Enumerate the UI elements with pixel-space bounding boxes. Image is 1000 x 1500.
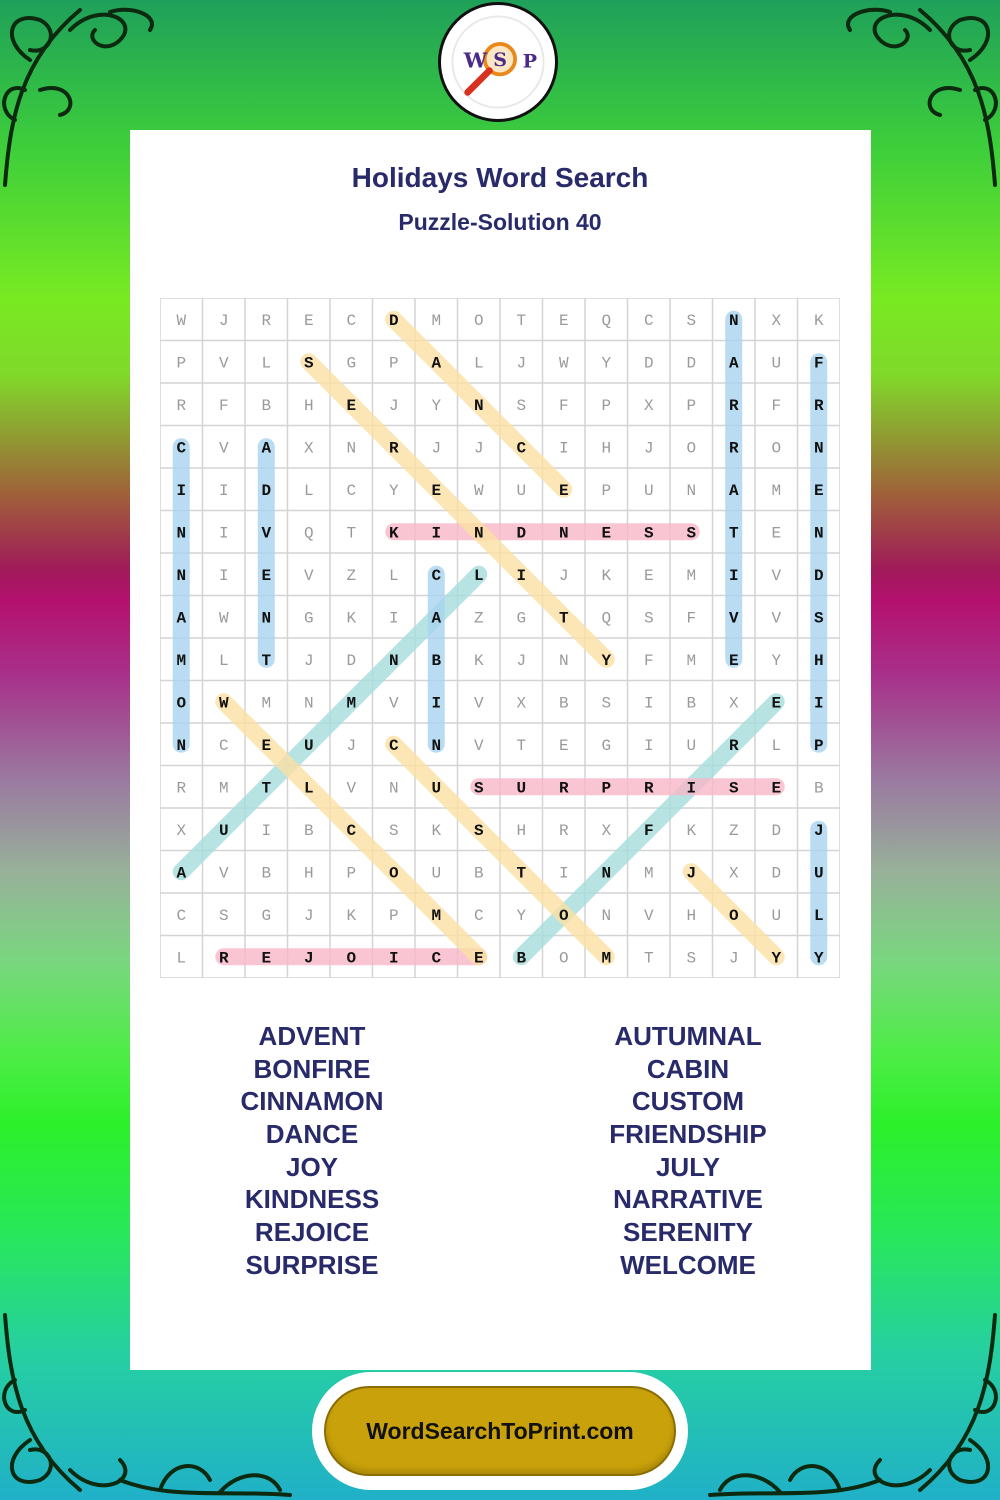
- grid-letter[interactable]: D: [643, 354, 654, 373]
- grid-letter[interactable]: T: [261, 651, 272, 670]
- grid-letter[interactable]: L: [218, 651, 229, 670]
- grid-letter[interactable]: V: [261, 524, 272, 543]
- grid-letter[interactable]: I: [643, 736, 654, 755]
- grid-letter[interactable]: D: [813, 566, 824, 585]
- grid-letter[interactable]: P: [388, 906, 399, 925]
- grid-letter[interactable]: J: [686, 864, 697, 883]
- grid-letter[interactable]: C: [473, 906, 484, 925]
- grid-letter[interactable]: R: [261, 311, 272, 330]
- grid-letter[interactable]: E: [261, 566, 272, 585]
- word-list-item: REJOICE: [254, 1217, 370, 1248]
- grid-letter[interactable]: U: [516, 779, 527, 798]
- grid-letter[interactable]: M: [218, 779, 229, 798]
- grid-letter[interactable]: S: [303, 354, 314, 373]
- grid-letter[interactable]: G: [261, 906, 272, 925]
- grid-letter[interactable]: B: [558, 694, 569, 713]
- grid-letter[interactable]: E: [261, 736, 272, 755]
- grid-letter[interactable]: N: [303, 694, 314, 713]
- grid-letter[interactable]: O: [686, 439, 697, 458]
- grid-letter[interactable]: X: [303, 439, 314, 458]
- word-list-item: FRIENDSHIP: [609, 1119, 767, 1150]
- grid-letter[interactable]: A: [176, 864, 187, 883]
- grid-letter[interactable]: M: [346, 694, 357, 713]
- word-list-item: BONFIRE: [253, 1053, 371, 1084]
- grid-letter[interactable]: N: [601, 906, 612, 925]
- grid-letter[interactable]: N: [813, 439, 824, 458]
- grid-letter[interactable]: F: [643, 651, 654, 670]
- grid-letter[interactable]: F: [643, 821, 654, 840]
- grid-letter[interactable]: O: [771, 439, 782, 458]
- grid-letter[interactable]: Y: [388, 481, 399, 500]
- grid-letter[interactable]: O: [558, 949, 569, 968]
- grid-letter[interactable]: B: [686, 694, 697, 713]
- grid-letter[interactable]: P: [601, 779, 612, 798]
- grid-letter[interactable]: T: [346, 524, 357, 543]
- grid-letter[interactable]: E: [601, 524, 612, 543]
- grid-letter[interactable]: M: [643, 864, 654, 883]
- grid-letter[interactable]: B: [473, 864, 484, 883]
- grid-letter[interactable]: S: [601, 694, 612, 713]
- word-list-left: [162, 1020, 462, 1282]
- grid-letter[interactable]: T: [728, 524, 739, 543]
- grid-letter[interactable]: W: [473, 481, 484, 500]
- grid-letter[interactable]: E: [558, 736, 569, 755]
- grid-letter[interactable]: G: [601, 736, 612, 755]
- grid-letter[interactable]: M: [176, 651, 187, 670]
- word-list-right: [538, 1020, 838, 1282]
- grid-letter[interactable]: J: [303, 906, 314, 925]
- grid-letter[interactable]: U: [431, 779, 442, 798]
- grid-letter[interactable]: C: [516, 439, 527, 458]
- grid-letter[interactable]: J: [431, 439, 442, 458]
- grid-letter[interactable]: V: [346, 779, 357, 798]
- grid-letter[interactable]: U: [303, 736, 314, 755]
- grid-letter[interactable]: J: [643, 439, 654, 458]
- grid-letter[interactable]: L: [303, 779, 314, 798]
- grid-letter[interactable]: J: [473, 439, 484, 458]
- grid-letter[interactable]: E: [558, 311, 569, 330]
- grid-letter[interactable]: C: [643, 311, 654, 330]
- grid-letter[interactable]: A: [261, 439, 272, 458]
- grid-letter[interactable]: Q: [601, 311, 612, 330]
- grid-letter[interactable]: C: [431, 949, 442, 968]
- grid-letter[interactable]: O: [176, 694, 187, 713]
- word-list-item: CINNAMON: [240, 1086, 384, 1117]
- word-list-item: AUTUMNAL: [614, 1021, 762, 1051]
- grid-letter[interactable]: E: [813, 481, 824, 500]
- grid-letter[interactable]: P: [686, 396, 697, 415]
- grid-letter[interactable]: A: [728, 354, 739, 373]
- grid-letter[interactable]: V: [473, 694, 484, 713]
- grid-letter[interactable]: H: [303, 396, 314, 415]
- grid-letter[interactable]: V: [473, 736, 484, 755]
- grid-letter[interactable]: R: [558, 821, 569, 840]
- grid-letter[interactable]: I: [176, 481, 187, 500]
- grid-letter[interactable]: N: [431, 736, 442, 755]
- grid-letter[interactable]: F: [813, 354, 824, 373]
- word-list-item: KINDNESS: [244, 1184, 380, 1215]
- grid-letter[interactable]: N: [176, 566, 187, 585]
- word-search-grid[interactable]: [160, 298, 840, 978]
- grid-letter[interactable]: D: [388, 311, 399, 330]
- grid-letter[interactable]: C: [346, 481, 357, 500]
- grid-letter[interactable]: I: [388, 949, 399, 968]
- grid-letter[interactable]: I: [728, 566, 739, 585]
- grid-letter[interactable]: A: [176, 609, 187, 628]
- word-list-item: JOY: [285, 1151, 339, 1182]
- grid-letter[interactable]: C: [431, 566, 442, 585]
- grid-letter[interactable]: P: [176, 354, 187, 373]
- word-list-item: SERENITY: [622, 1217, 754, 1248]
- grid-letter[interactable]: I: [558, 439, 569, 458]
- grid-letter[interactable]: X: [643, 396, 654, 415]
- grid-letter[interactable]: T: [558, 609, 569, 628]
- grid-letter[interactable]: J: [728, 949, 739, 968]
- grid-letter[interactable]: N: [558, 524, 569, 543]
- grid-letter[interactable]: T: [516, 311, 527, 330]
- grid-letter[interactable]: M: [261, 694, 272, 713]
- grid-letter[interactable]: T: [516, 864, 527, 883]
- grid-letter[interactable]: V: [218, 354, 229, 373]
- grid-letter[interactable]: T: [643, 949, 654, 968]
- grid-letter[interactable]: N: [176, 524, 187, 543]
- grid-letter[interactable]: G: [303, 609, 314, 628]
- word-list-item: NARRATIVE: [613, 1184, 763, 1215]
- page-title: Holidays Word Search: [351, 162, 649, 193]
- grid-letter[interactable]: K: [346, 906, 357, 925]
- grid-letter[interactable]: S: [516, 396, 527, 415]
- grid-letter[interactable]: D: [346, 651, 357, 670]
- grid-letter[interactable]: C: [218, 736, 229, 755]
- grid-letter[interactable]: Y: [601, 651, 612, 670]
- grid-letter[interactable]: I: [218, 524, 229, 543]
- grid-letter[interactable]: P: [601, 481, 612, 500]
- grid-letter[interactable]: N: [728, 311, 739, 330]
- grid-letter[interactable]: S: [686, 524, 697, 543]
- grid-letter[interactable]: J: [388, 396, 399, 415]
- grid-letter[interactable]: N: [813, 524, 824, 543]
- grid-letter[interactable]: W: [176, 311, 187, 330]
- grid-letter[interactable]: R: [218, 949, 229, 968]
- grid-letter[interactable]: Y: [771, 949, 782, 968]
- grid-letter[interactable]: B: [431, 651, 442, 670]
- grid-letter[interactable]: J: [303, 651, 314, 670]
- grid-letter[interactable]: C: [176, 439, 187, 458]
- grid-letter[interactable]: P: [346, 864, 357, 883]
- grid-letter[interactable]: L: [176, 949, 187, 968]
- grid-letter[interactable]: V: [771, 566, 782, 585]
- grid-letter[interactable]: N: [473, 396, 484, 415]
- grid-letter[interactable]: K: [473, 651, 484, 670]
- grid-letter[interactable]: Y: [516, 906, 527, 925]
- grid-letter[interactable]: Z: [346, 566, 357, 585]
- grid-letter[interactable]: C: [346, 311, 357, 330]
- grid-letter[interactable]: H: [303, 864, 314, 883]
- grid-letter[interactable]: L: [813, 906, 824, 925]
- grid-letter[interactable]: R: [728, 736, 739, 755]
- grid-letter[interactable]: I: [813, 694, 824, 713]
- grid-letter[interactable]: J: [218, 311, 229, 330]
- grid-letter[interactable]: U: [643, 481, 654, 500]
- grid-letter[interactable]: Y: [431, 396, 442, 415]
- grid-letter[interactable]: E: [771, 524, 782, 543]
- grid-letter[interactable]: E: [771, 694, 782, 713]
- grid-letter[interactable]: Z: [728, 821, 739, 840]
- grid-letter[interactable]: H: [601, 439, 612, 458]
- grid-letter[interactable]: C: [346, 821, 357, 840]
- word-list-item: DANCE: [265, 1119, 359, 1150]
- grid-canvas: [160, 298, 840, 978]
- grid-letter[interactable]: L: [261, 354, 272, 373]
- grid-letter[interactable]: M: [431, 906, 442, 925]
- grid-letter[interactable]: E: [346, 396, 357, 415]
- wsp-logo[interactable]: [438, 2, 558, 122]
- grid-letter[interactable]: R: [176, 779, 187, 798]
- grid-letter[interactable]: P: [813, 736, 824, 755]
- grid-letter[interactable]: I: [431, 694, 442, 713]
- grid-letter[interactable]: W: [218, 609, 229, 628]
- grid-letter[interactable]: C: [388, 736, 399, 755]
- grid-letter[interactable]: L: [388, 566, 399, 585]
- grid-letter[interactable]: L: [473, 354, 484, 373]
- grid-letter[interactable]: D: [771, 864, 782, 883]
- grid-letter[interactable]: K: [813, 311, 824, 330]
- grid-letter[interactable]: U: [431, 864, 442, 883]
- grid-letter[interactable]: O: [388, 864, 399, 883]
- grid-letter[interactable]: R: [813, 396, 824, 415]
- grid-letter[interactable]: X: [176, 821, 187, 840]
- grid-letter[interactable]: X: [728, 694, 739, 713]
- grid-letter[interactable]: U: [813, 864, 824, 883]
- page-subtitle: Puzzle-Solution 40: [398, 209, 602, 235]
- grid-letter[interactable]: P: [388, 354, 399, 373]
- grid-letter[interactable]: R: [728, 439, 739, 458]
- grid-letter[interactable]: X: [516, 694, 527, 713]
- word-list-item: ADVENT: [258, 1021, 366, 1051]
- grid-letter[interactable]: I: [686, 779, 697, 798]
- grid-letter[interactable]: V: [218, 439, 229, 458]
- site-badge[interactable]: [312, 1372, 688, 1490]
- grid-letter[interactable]: U: [218, 821, 229, 840]
- grid-letter[interactable]: D: [686, 354, 697, 373]
- word-list-item: WELCOME: [620, 1249, 756, 1280]
- grid-letter[interactable]: E: [473, 949, 484, 968]
- grid-letter[interactable]: R: [728, 396, 739, 415]
- grid-letter[interactable]: S: [473, 779, 484, 798]
- grid-letter[interactable]: J: [516, 651, 527, 670]
- grid-letter[interactable]: U: [771, 354, 782, 373]
- grid-letter[interactable]: L: [771, 736, 782, 755]
- grid-letter[interactable]: V: [303, 566, 314, 585]
- grid-letter[interactable]: B: [261, 864, 272, 883]
- grid-letter[interactable]: R: [558, 779, 569, 798]
- grid-letter[interactable]: M: [431, 311, 442, 330]
- grid-letter[interactable]: S: [643, 524, 654, 543]
- word-list-item: SURPRISE: [245, 1249, 379, 1280]
- grid-letter[interactable]: E: [771, 779, 782, 798]
- grid-letter[interactable]: X: [728, 864, 739, 883]
- grid-letter[interactable]: J: [813, 821, 824, 840]
- site-link-label[interactable]: WordSearchToPrint.com: [366, 1417, 634, 1444]
- grid-letter[interactable]: V: [388, 694, 399, 713]
- grid-letter[interactable]: X: [771, 311, 782, 330]
- grid-letter[interactable]: S: [686, 311, 697, 330]
- grid-letter[interactable]: F: [558, 396, 569, 415]
- grid-letter[interactable]: I: [643, 694, 654, 713]
- grid-letter[interactable]: S: [218, 906, 229, 925]
- grid-letter[interactable]: A: [728, 481, 739, 500]
- grid-letter[interactable]: N: [686, 481, 697, 500]
- grid-letter[interactable]: H: [686, 906, 697, 925]
- grid-letter[interactable]: W: [558, 354, 569, 373]
- grid-letter[interactable]: O: [346, 949, 357, 968]
- grid-letter[interactable]: X: [601, 821, 612, 840]
- grid-letter[interactable]: N: [601, 864, 612, 883]
- grid-letter[interactable]: V: [771, 609, 782, 628]
- grid-letter[interactable]: F: [218, 396, 229, 415]
- grid-letter[interactable]: K: [346, 609, 357, 628]
- grid-letter[interactable]: V: [643, 906, 654, 925]
- grid-letter[interactable]: G: [346, 354, 357, 373]
- grid-letter[interactable]: R: [643, 779, 654, 798]
- grid-letter[interactable]: F: [686, 609, 697, 628]
- grid-letter[interactable]: I: [558, 864, 569, 883]
- grid-letter[interactable]: S: [643, 609, 654, 628]
- grid-letter[interactable]: V: [218, 864, 229, 883]
- grid-letter[interactable]: K: [431, 821, 442, 840]
- grid-letter[interactable]: B: [813, 779, 824, 798]
- grid-letter[interactable]: R: [176, 396, 187, 415]
- grid-letter[interactable]: M: [686, 566, 697, 585]
- grid-letter[interactable]: N: [473, 524, 484, 543]
- grid-letter[interactable]: K: [388, 524, 399, 543]
- grid-letter[interactable]: J: [516, 354, 527, 373]
- grid-letter[interactable]: B: [261, 396, 272, 415]
- grid-letter[interactable]: Q: [303, 524, 314, 543]
- grid-letter[interactable]: N: [261, 609, 272, 628]
- grid-letter[interactable]: D: [771, 821, 782, 840]
- site-link-button[interactable]: [324, 1386, 676, 1476]
- grid-letter[interactable]: J: [346, 736, 357, 755]
- grid-letter[interactable]: N: [346, 439, 357, 458]
- grid-letter[interactable]: M: [771, 481, 782, 500]
- grid-letter[interactable]: O: [558, 906, 569, 925]
- grid-letter[interactable]: Q: [601, 609, 612, 628]
- grid-letter[interactable]: V: [728, 609, 739, 628]
- grid-letter[interactable]: U: [771, 906, 782, 925]
- grid-letter[interactable]: I: [261, 821, 272, 840]
- grid-letter[interactable]: E: [643, 566, 654, 585]
- grid-letter[interactable]: B: [516, 949, 527, 968]
- word-list-item: CUSTOM: [631, 1086, 745, 1117]
- grid-letter[interactable]: F: [771, 396, 782, 415]
- grid-letter[interactable]: N: [388, 779, 399, 798]
- grid-letter[interactable]: S: [388, 821, 399, 840]
- grid-letter[interactable]: S: [686, 949, 697, 968]
- grid-letter[interactable]: W: [218, 694, 229, 713]
- grid-letter[interactable]: I: [516, 566, 527, 585]
- grid-letter[interactable]: Z: [473, 609, 484, 628]
- grid-letter[interactable]: I: [431, 524, 442, 543]
- grid-letter[interactable]: P: [601, 396, 612, 415]
- grid-letter[interactable]: J: [558, 566, 569, 585]
- grid-letter[interactable]: D: [261, 481, 272, 500]
- grid-letter[interactable]: T: [261, 779, 272, 798]
- grid-letter[interactable]: E: [303, 311, 314, 330]
- grid-letter[interactable]: E: [558, 481, 569, 500]
- grid-letter[interactable]: N: [388, 651, 399, 670]
- grid-letter[interactable]: E: [431, 481, 442, 500]
- grid-letter[interactable]: U: [686, 736, 697, 755]
- svg-text:W: W: [463, 47, 488, 73]
- grid-letter[interactable]: I: [218, 481, 229, 500]
- grid-letter[interactable]: I: [218, 566, 229, 585]
- grid-letter[interactable]: A: [431, 354, 442, 373]
- grid-letter[interactable]: M: [601, 949, 612, 968]
- svg-text:P: P: [522, 50, 537, 73]
- grid-letter[interactable]: R: [388, 439, 399, 458]
- grid-letter[interactable]: L: [473, 566, 484, 585]
- grid-letter[interactable]: G: [516, 609, 527, 628]
- grid-letter[interactable]: C: [176, 906, 187, 925]
- grid-letter[interactable]: N: [176, 736, 187, 755]
- grid-letter[interactable]: D: [516, 524, 527, 543]
- svg-text:S: S: [493, 48, 507, 71]
- grid-letter[interactable]: K: [686, 821, 697, 840]
- grid-letter[interactable]: Y: [601, 354, 612, 373]
- grid-letter[interactable]: T: [516, 736, 527, 755]
- word-list-item: CABIN: [646, 1053, 730, 1084]
- grid-letter[interactable]: K: [601, 566, 612, 585]
- grid-letter[interactable]: J: [303, 949, 314, 968]
- grid-letter[interactable]: E: [728, 651, 739, 670]
- word-list-item: JULY: [655, 1151, 721, 1182]
- grid-letter[interactable]: S: [473, 821, 484, 840]
- grid-letter[interactable]: B: [303, 821, 314, 840]
- grid-letter[interactable]: O: [728, 906, 739, 925]
- grid-letter[interactable]: Y: [771, 651, 782, 670]
- grid-letter[interactable]: L: [303, 481, 314, 500]
- grid-letter[interactable]: Y: [813, 949, 824, 968]
- grid-letter[interactable]: I: [388, 609, 399, 628]
- grid-letter[interactable]: H: [516, 821, 527, 840]
- grid-letter[interactable]: N: [558, 651, 569, 670]
- grid-letter[interactable]: M: [686, 651, 697, 670]
- grid-letter[interactable]: S: [813, 609, 824, 628]
- grid-letter[interactable]: A: [431, 609, 442, 628]
- grid-letter[interactable]: U: [516, 481, 527, 500]
- grid-letter[interactable]: H: [813, 651, 824, 670]
- grid-letter[interactable]: S: [728, 779, 739, 798]
- grid-letter[interactable]: O: [473, 311, 484, 330]
- grid-letter[interactable]: E: [261, 949, 272, 968]
